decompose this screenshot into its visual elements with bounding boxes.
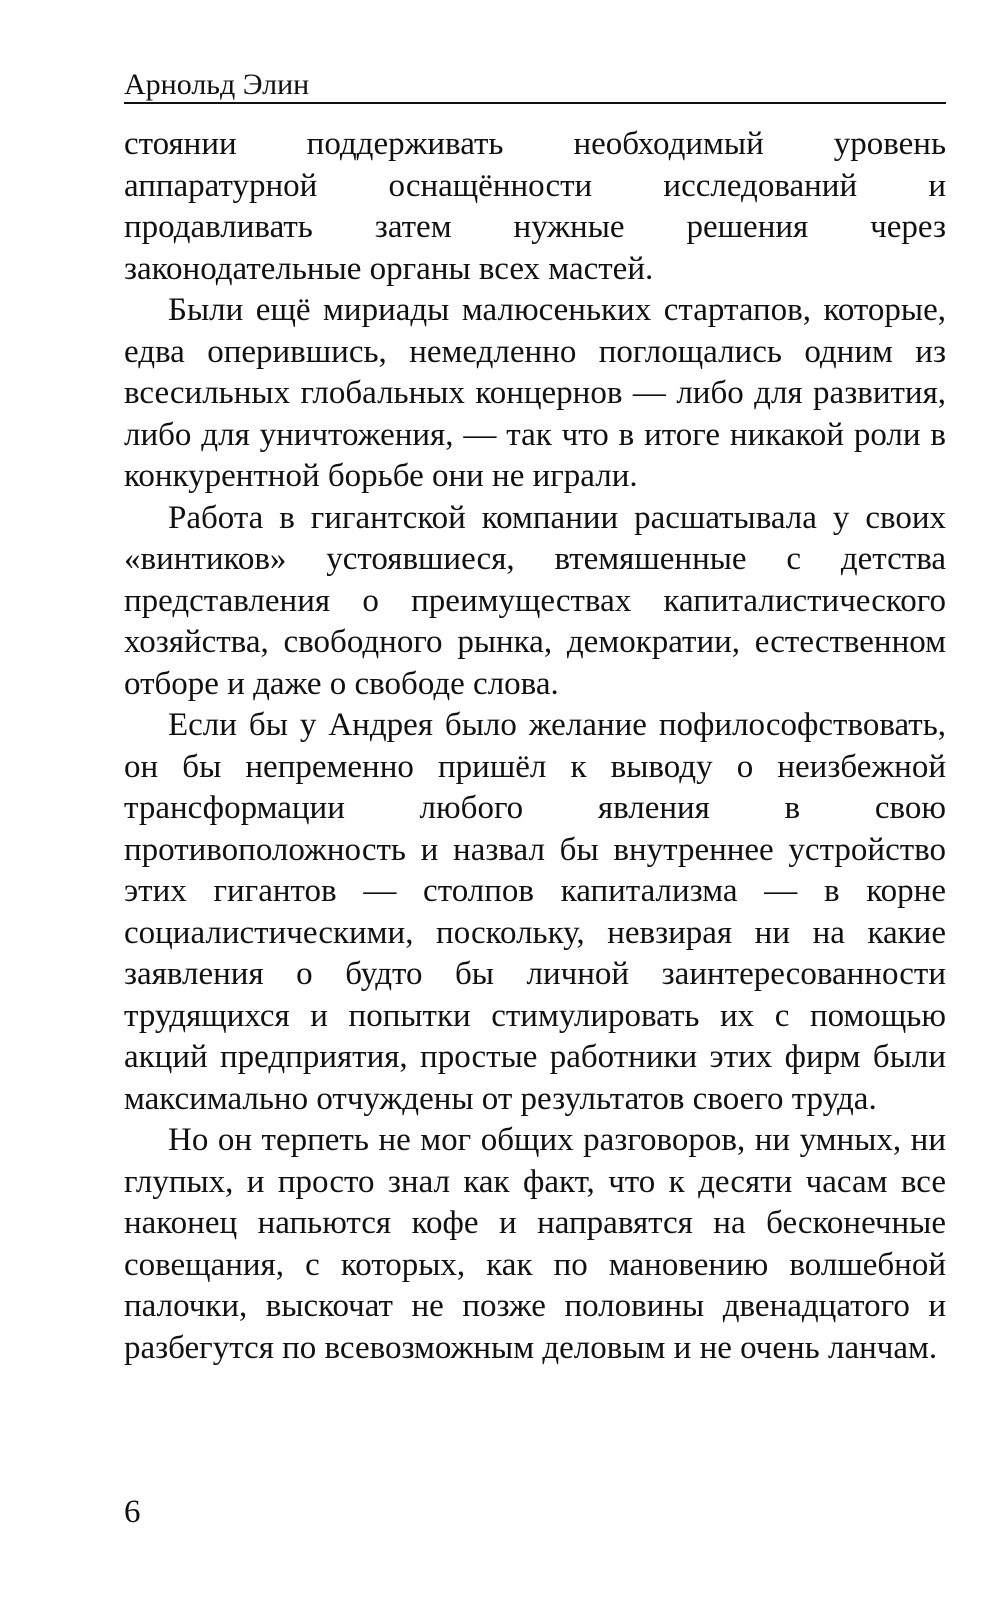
paragraph-3: Работа в гигантской компании расшатывала у своих «винтиков» устоявшиеся, втемяшенные с детства представления о преимуществах капиталистического хозяйства, свободного рынка, демократии, естественном отборе и даже о свободе слова. — [124, 499, 946, 702]
running-head-author: Арнольд Элин — [124, 68, 315, 102]
running-head — [124, 68, 946, 104]
paragraph-5: Но он терпеть не мог общих разговоров, ни умных, ни глупых, и просто знал как факт, что к десяти часам все наконец напьются кофе и направятся на бесконечные совещания, с которых, как по мановению волшебной палочки, выскочат не позже половины двенадцатого и разбегутся по всевозможным деловым и не очень ланчам. — [124, 1122, 946, 1366]
page-number: 6 — [124, 1494, 141, 1530]
body-text — [124, 124, 946, 1369]
paragraph-2: Были ещё мириады малюсеньких стартапов, которые, едва оперившись, немедленно поглощались одним из всесильных глобальных концернов — либо для развития, либо для уничтожения, — так что в итоге никакой роли в конкурентной борьбе они не играли. — [124, 292, 946, 494]
paragraph-4: Если бы у Андрея было желание пофилософствовать, он бы непременно пришёл к выводу о неизбежной трансформации любого явления в свою противоположность и назвал бы внутреннее устройство этих гигантов — столпов капитализма — в корне социалистическими, поскольку, невзирая ни на какие заявления о будто бы личной заинтересованности трудящихся и попытки стимулировать их с помощью акций предприятия, простые работники этих фирм были максимально отчуждены от результатов своего труда. — [124, 707, 946, 1117]
paragraph-1: стоянии поддерживать необходимый уровень аппаратурной оснащённости исследований и продавливать затем нужные решения через законодательные органы всех мастей. — [124, 126, 946, 287]
